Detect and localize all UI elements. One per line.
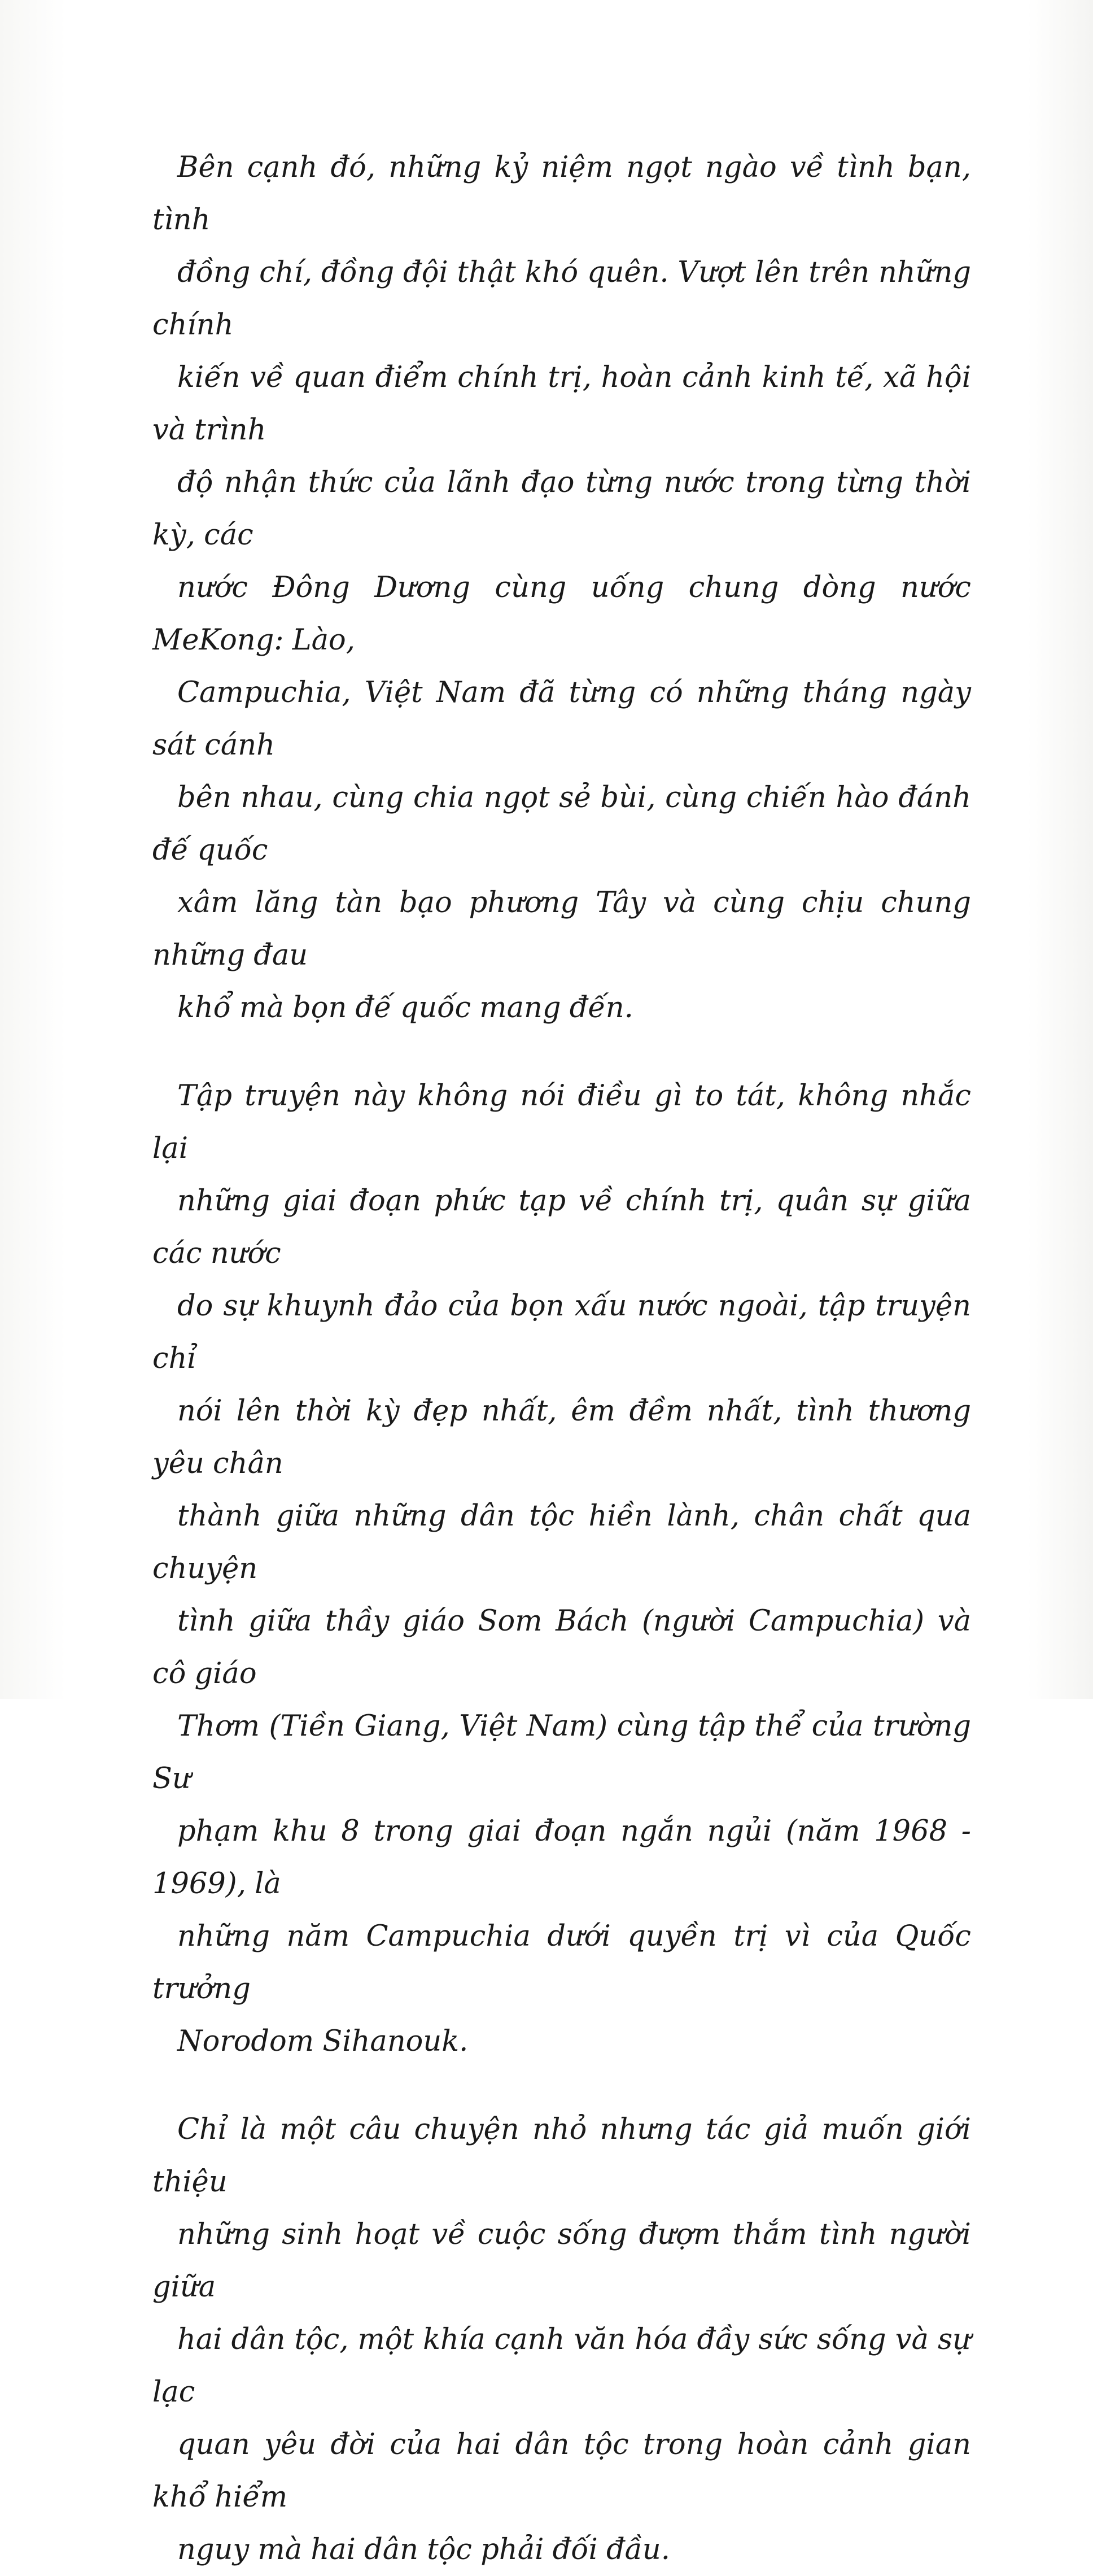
text-line: phạm khu 8 trong giai đoạn ngắn ngủi (năm 1968 - 1969), là [152, 1815, 971, 1901]
text-line: thành giữa những dân tộc hiền lành, chân chất qua chuyện [152, 1500, 971, 1585]
text-line: Norodom Sihanouk. [177, 2025, 469, 2058]
text-line: quan yêu đời của hai dân tộc trong hoàn cảnh gian khổ hiểm [152, 2428, 971, 2514]
text-line: bên nhau, cùng chia ngọt sẻ bùi, cùng chiến hào đánh đế quốc [152, 781, 971, 867]
text-line: nước Đông Dương cùng uống chung dòng nước MeKong: Lào, [152, 571, 971, 657]
text-line: nói lên thời kỳ đẹp nhất, êm đềm nhất, tình thương yêu chân [152, 1394, 971, 1480]
paragraph-1 [152, 141, 971, 1034]
text-line: những sinh hoạt về cuộc sống đượm thắm tình người giữa [152, 2218, 971, 2304]
body-text [152, 141, 971, 2576]
text-line: Campuchia, Việt Nam đã từng có những tháng ngày sát cánh [152, 676, 971, 762]
text-line: khổ mà bọn đế quốc mang đến. [177, 991, 633, 1025]
text-line: Chỉ là một câu chuyện nhỏ nhưng tác giả muốn giới thiệu [152, 2113, 971, 2199]
text-line: đồng chí, đồng đội thật khó quên. Vượt lên trên những chính [152, 256, 971, 342]
text-line: hai dân tộc, một khía cạnh văn hóa đầy sức sống và sự lạc [152, 2323, 971, 2409]
text-line: Thơm (Tiền Giang, Việt Nam) cùng tập thể của trường Sư [152, 1710, 971, 1795]
text-line: Tập truyện này không nói điều gì to tát, không nhắc lại [152, 1079, 971, 1165]
text-line: kiến về quan điểm chính trị, hoàn cảnh kinh tế, xã hội và trình [152, 361, 971, 447]
paragraph-2 [152, 1070, 971, 2068]
text-line: do sự khuynh đảo của bọn xấu nước ngoài, tập truyện chỉ [152, 1289, 971, 1375]
text-line: độ nhận thức của lãnh đạo từng nước trong từng thời kỳ, các [152, 466, 971, 552]
text-line: tình giữa thầy giáo Som Bách (người Campuchia) và cô giáo [152, 1605, 971, 1690]
text-line: Bên cạnh đó, những kỷ niệm ngọt ngào về tình bạn, tình [152, 151, 971, 237]
text-line: xâm lăng tàn bạo phương Tây và cùng chịu chung những đau [152, 886, 971, 972]
text-line: nguy mà hai dân tộc phải đối đầu. [177, 2533, 670, 2566]
text-line: những giai đoạn phức tạp về chính trị, quân sự giữa các nước [152, 1184, 971, 1270]
paragraph-3 [152, 2103, 971, 2576]
text-line: những năm Campuchia dưới quyền trị vì của Quốc trưởng [152, 1920, 971, 2006]
